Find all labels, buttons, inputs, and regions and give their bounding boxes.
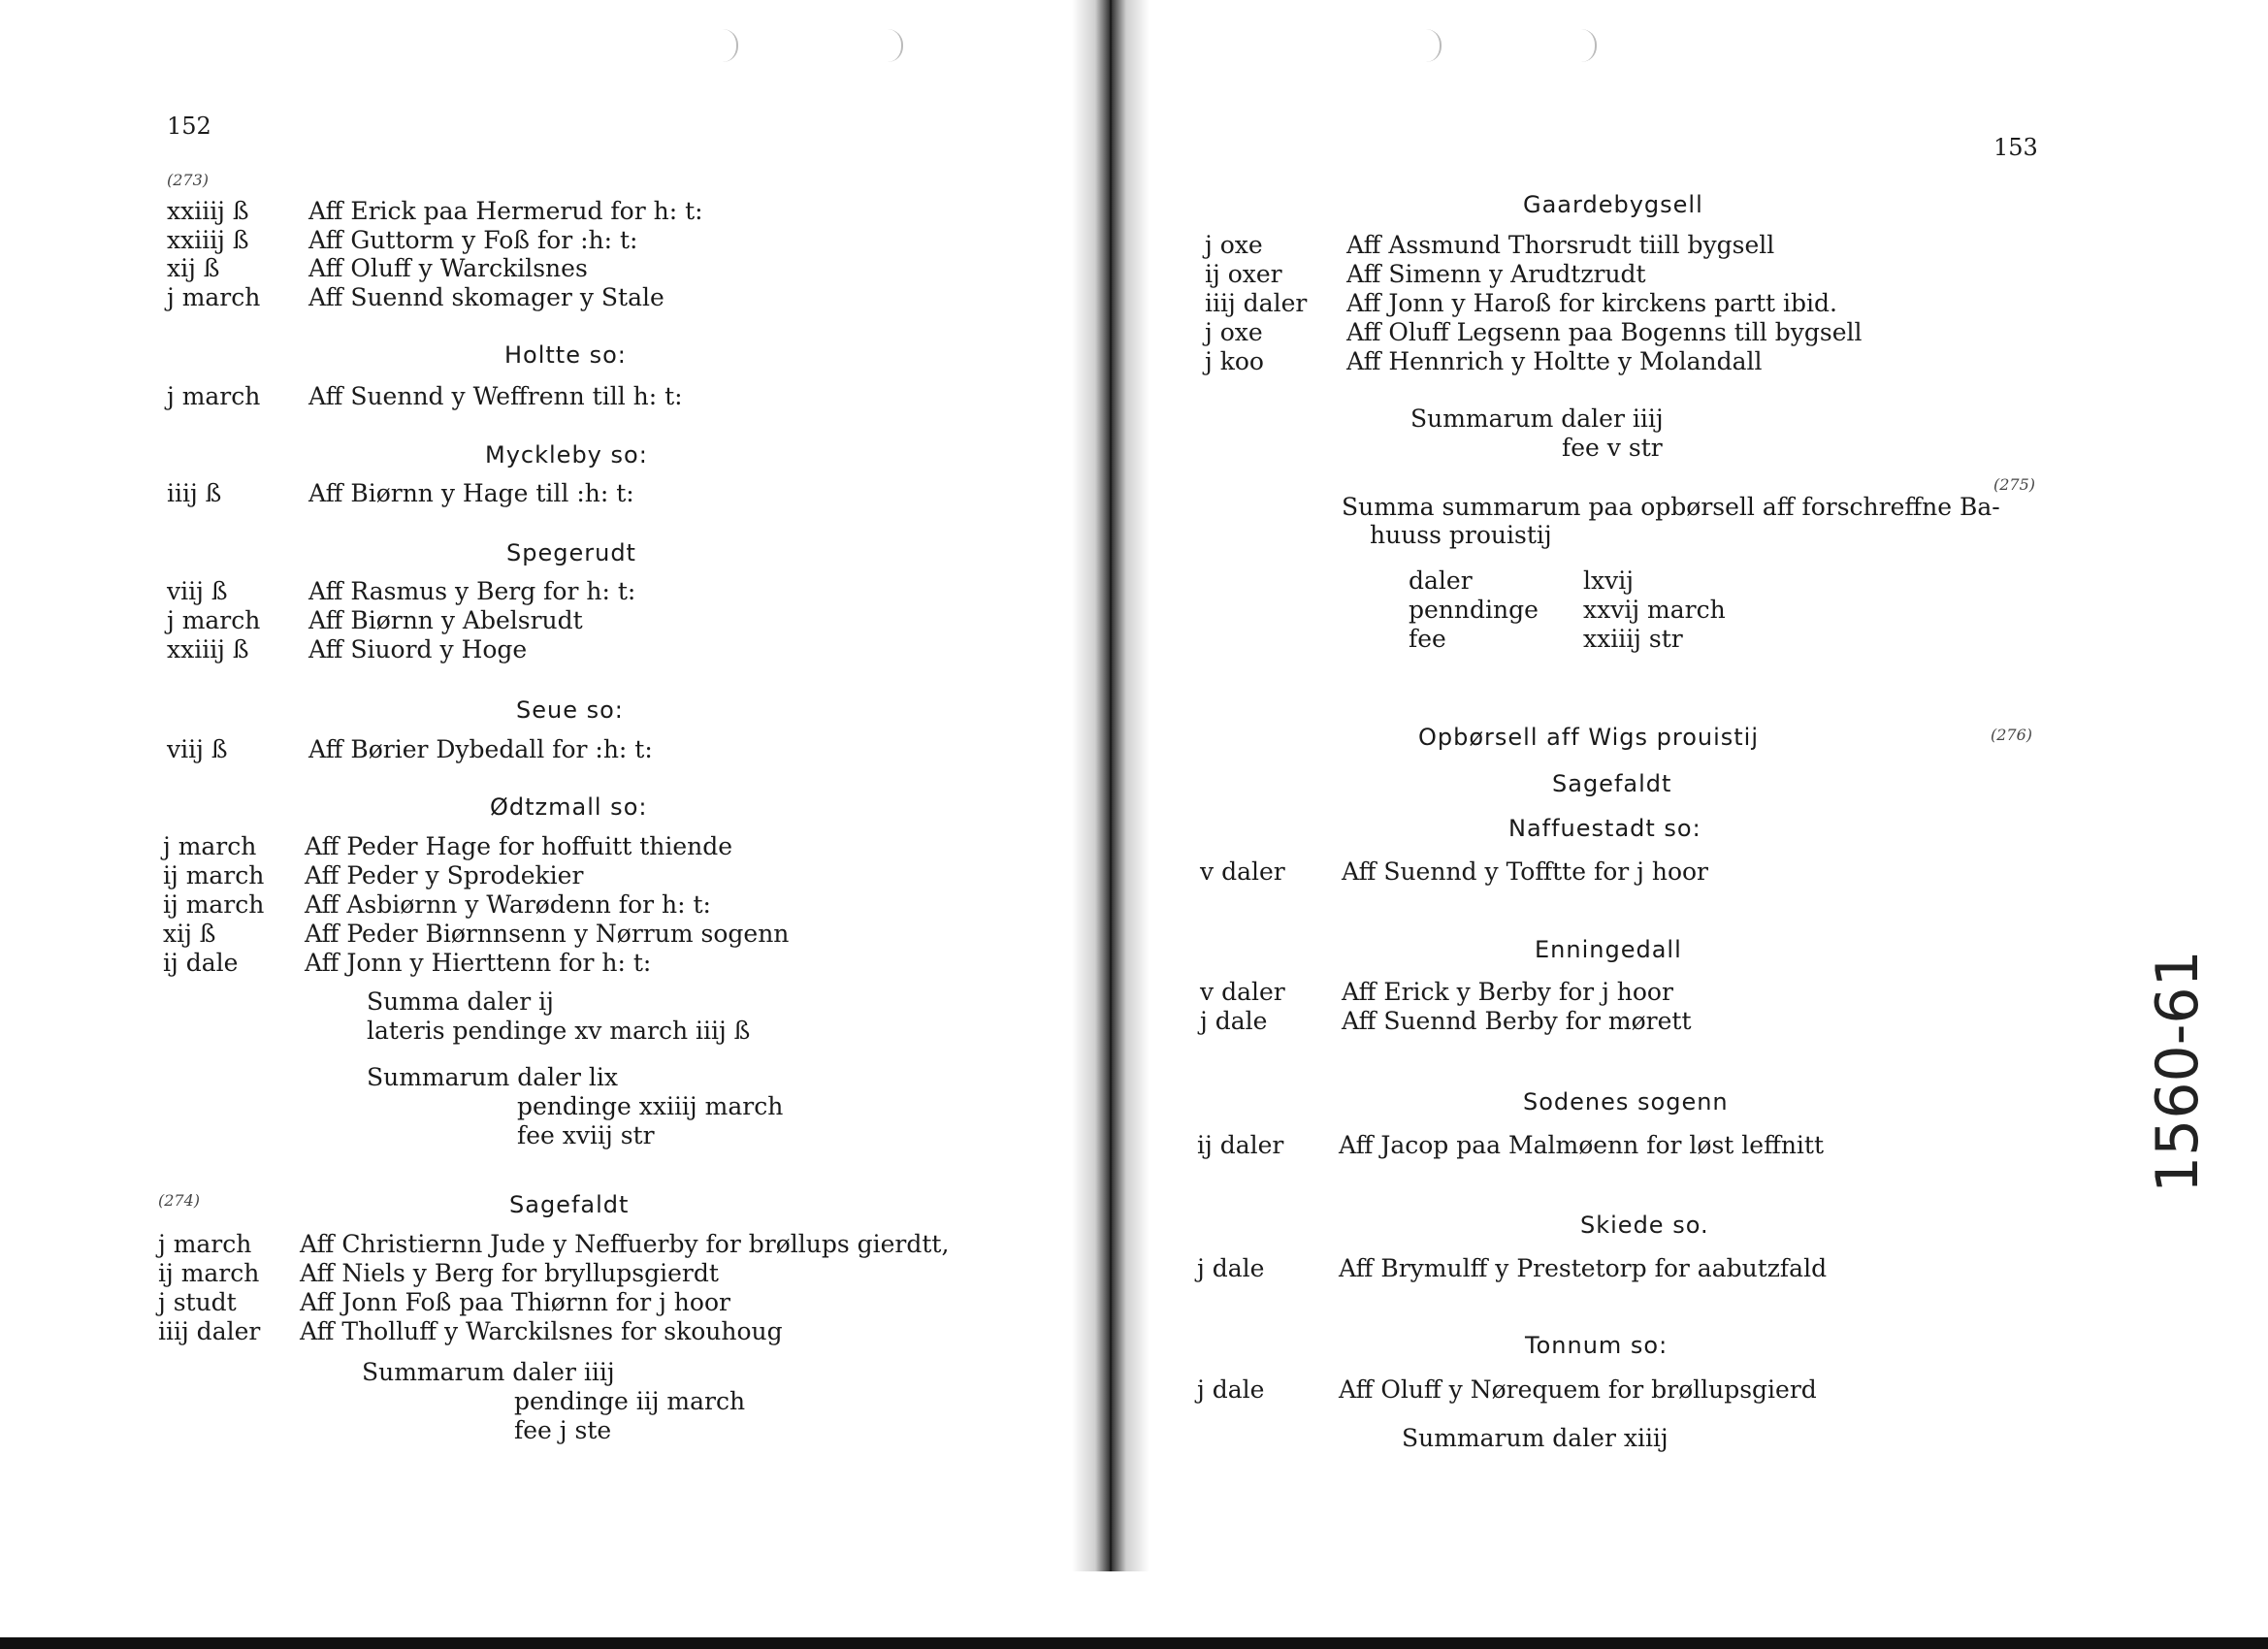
entry-amount: j dale bbox=[1200, 1007, 1268, 1035]
entry-amount: iiij daler bbox=[158, 1317, 261, 1345]
total-label: fee bbox=[1409, 625, 1446, 653]
entry-text: Aff Peder Biørnnsenn y Nørrum sogenn bbox=[305, 920, 790, 948]
section-heading: Tonnum so: bbox=[1525, 1332, 1669, 1359]
entry-amount: j march bbox=[163, 832, 257, 860]
entry-text: Aff Peder y Sprodekier bbox=[305, 861, 584, 889]
entry-text: Aff Suennd skomager y Stale bbox=[308, 283, 664, 311]
entry-amount: v daler bbox=[1200, 857, 1285, 886]
entry-text: Aff Niels y Berg for bryllupsgierdt bbox=[300, 1259, 719, 1287]
punch-hole-mark bbox=[1581, 29, 1597, 62]
section-note: (273) bbox=[167, 171, 210, 189]
entry-amount: xxiiij ß bbox=[167, 635, 249, 663]
entry-text: Aff Jonn y Hierttenn for h: t: bbox=[305, 949, 652, 977]
summarum-line: Summarum daler lix bbox=[367, 1063, 618, 1091]
entry-text: Aff Hennrich y Holtte y Molandall bbox=[1346, 347, 1763, 375]
entry-text: Aff Børier Dybedall for :h: t: bbox=[308, 735, 653, 763]
entry-text: Aff Asbiørnn y Warødenn for h: t: bbox=[305, 890, 711, 919]
handwritten-margin-note: 1560-61 bbox=[2144, 950, 2212, 1193]
summa-line: Summa daler ij bbox=[367, 987, 554, 1016]
summarum-line: fee xviij str bbox=[517, 1121, 655, 1149]
section-heading: Seue so: bbox=[516, 696, 624, 724]
summarum-line: pendinge iij march bbox=[514, 1387, 746, 1415]
section-heading: Skiede so. bbox=[1580, 1212, 1709, 1239]
summarum-line: fee j ste bbox=[514, 1416, 612, 1444]
entry-amount: iiij daler bbox=[1205, 289, 1308, 317]
entry-amount: j oxe bbox=[1205, 318, 1263, 346]
entry-text: Aff Suennd y Tofftte for j hoor bbox=[1342, 857, 1709, 886]
section-heading: Holtte so: bbox=[504, 341, 627, 369]
entry-text: Aff Peder Hage for hoffuitt thiende bbox=[305, 832, 733, 860]
entry-amount: ij march bbox=[163, 861, 265, 889]
entry-text: Aff Assmund Thorsrudt tiill bygsell bbox=[1346, 231, 1775, 259]
entry-text: Aff Simenn y Arudtzrudt bbox=[1346, 260, 1646, 288]
entry-text: Aff Rasmus y Berg for h: t: bbox=[308, 577, 636, 605]
entry-amount: j koo bbox=[1205, 347, 1264, 375]
entry-amount: ij daler bbox=[1197, 1131, 1284, 1159]
section-heading: Spegerudt bbox=[506, 539, 636, 566]
total-value: xxvij march bbox=[1583, 596, 1726, 624]
entry-amount: j studt bbox=[158, 1288, 237, 1316]
section-note: (276) bbox=[1991, 726, 2033, 744]
section-heading: Naffuestadt so: bbox=[1508, 815, 1701, 842]
entry-amount: j dale bbox=[1197, 1254, 1265, 1282]
entry-text: Aff Guttorm y Foß for :h: t: bbox=[308, 226, 638, 254]
entry-amount: j march bbox=[158, 1230, 252, 1258]
entry-amount: viij ß bbox=[167, 577, 228, 605]
total-label: penndinge bbox=[1409, 596, 1539, 624]
section-heading: Ødtzmall so: bbox=[490, 793, 648, 821]
entry-amount: j march bbox=[167, 382, 261, 410]
entry-text: Aff Tholluff y Warckilsnes for skouhoug bbox=[300, 1317, 783, 1345]
summarum-line: Summarum daler xiiij bbox=[1402, 1424, 1669, 1452]
section-heading: Sagefaldt bbox=[1552, 770, 1672, 797]
section-heading: Gaardebygsell bbox=[1523, 191, 1703, 218]
summarum-line: Summarum daler iiij bbox=[1410, 404, 1664, 433]
entry-amount: viij ß bbox=[167, 735, 228, 763]
entry-text: Aff Siuord y Hoge bbox=[308, 635, 528, 663]
page-number: 152 bbox=[167, 113, 211, 140]
punch-hole-mark bbox=[723, 29, 738, 62]
section-note: (275) bbox=[1993, 475, 2036, 494]
summa-summarum-line: huuss prouistij bbox=[1370, 521, 1552, 549]
summarum-line: Summarum daler iiij bbox=[362, 1358, 615, 1386]
entry-amount: j dale bbox=[1197, 1375, 1265, 1404]
entry-text: Aff Suennd y Weffrenn till h: t: bbox=[308, 382, 683, 410]
entry-text: Aff Oluff y Warckilsnes bbox=[308, 254, 588, 282]
entry-text: Aff Biørnn y Hage till :h: t: bbox=[308, 479, 634, 507]
total-label: daler bbox=[1409, 566, 1473, 595]
punch-hole-mark bbox=[888, 29, 903, 62]
entry-amount: ij oxer bbox=[1205, 260, 1282, 288]
entry-text: Aff Jonn Foß paa Thiørnn for j hoor bbox=[300, 1288, 730, 1316]
left-page bbox=[0, 0, 1106, 1649]
section-heading: Sagefaldt bbox=[509, 1191, 630, 1218]
entry-amount: xxiiij ß bbox=[167, 226, 249, 254]
entry-amount: xij ß bbox=[163, 920, 216, 948]
entry-text: Aff Biørnn y Abelsrudt bbox=[308, 606, 583, 634]
entry-amount: ij march bbox=[163, 890, 265, 919]
summa-line: lateris pendinge xv march iiij ß bbox=[367, 1017, 751, 1045]
entry-text: Aff Erick paa Hermerud for h: t: bbox=[308, 197, 703, 225]
entry-text: Aff Jacop paa Malmøenn for løst leffnitt bbox=[1339, 1131, 1825, 1159]
entry-text: Aff Oluff y Nørequem for brøllupsgierd bbox=[1339, 1375, 1817, 1404]
entry-text: Aff Erick y Berby for j hoor bbox=[1342, 978, 1673, 1006]
section-note: (274) bbox=[158, 1191, 201, 1210]
summarum-line: fee v str bbox=[1562, 434, 1663, 462]
entry-amount: j march bbox=[167, 283, 261, 311]
section-heading: Myckleby so: bbox=[485, 441, 648, 469]
entry-text: Aff Christiernn Jude y Neffuerby for brøllups gierdtt, bbox=[300, 1230, 950, 1258]
entry-amount: j oxe bbox=[1205, 231, 1263, 259]
right-page bbox=[1106, 0, 2268, 1649]
section-heading: Enningedall bbox=[1535, 936, 1682, 963]
summa-summarum-line: Summa summarum paa opbørsell aff forschreffne Ba- bbox=[1342, 493, 2000, 521]
page-number: 153 bbox=[1993, 134, 2038, 161]
entry-amount: ij dale bbox=[163, 949, 239, 977]
total-value: lxvij bbox=[1583, 566, 1634, 595]
entry-amount: ij march bbox=[158, 1259, 260, 1287]
punch-hole-mark bbox=[1426, 29, 1442, 62]
summarum-line: pendinge xxiiij march bbox=[517, 1092, 784, 1120]
entry-amount: xij ß bbox=[167, 254, 220, 282]
total-value: xxiiij str bbox=[1583, 625, 1683, 653]
entry-text: Aff Brymulff y Prestetorp for aabutzfald bbox=[1339, 1254, 1828, 1282]
entry-amount: xxiiij ß bbox=[167, 197, 249, 225]
section-heading: Sodenes sogenn bbox=[1523, 1088, 1729, 1116]
entry-amount: iiij ß bbox=[167, 479, 222, 507]
entry-text: Aff Suennd Berby for mørett bbox=[1342, 1007, 1692, 1035]
entry-text: Aff Jonn y Haroß for kirckens partt ibid. bbox=[1346, 289, 1837, 317]
section-heading: Opbørsell aff Wigs prouistij bbox=[1418, 724, 1760, 751]
entry-amount: j march bbox=[167, 606, 261, 634]
entry-amount: v daler bbox=[1200, 978, 1285, 1006]
entry-text: Aff Oluff Legsenn paa Bogenns till bygsell bbox=[1346, 318, 1863, 346]
